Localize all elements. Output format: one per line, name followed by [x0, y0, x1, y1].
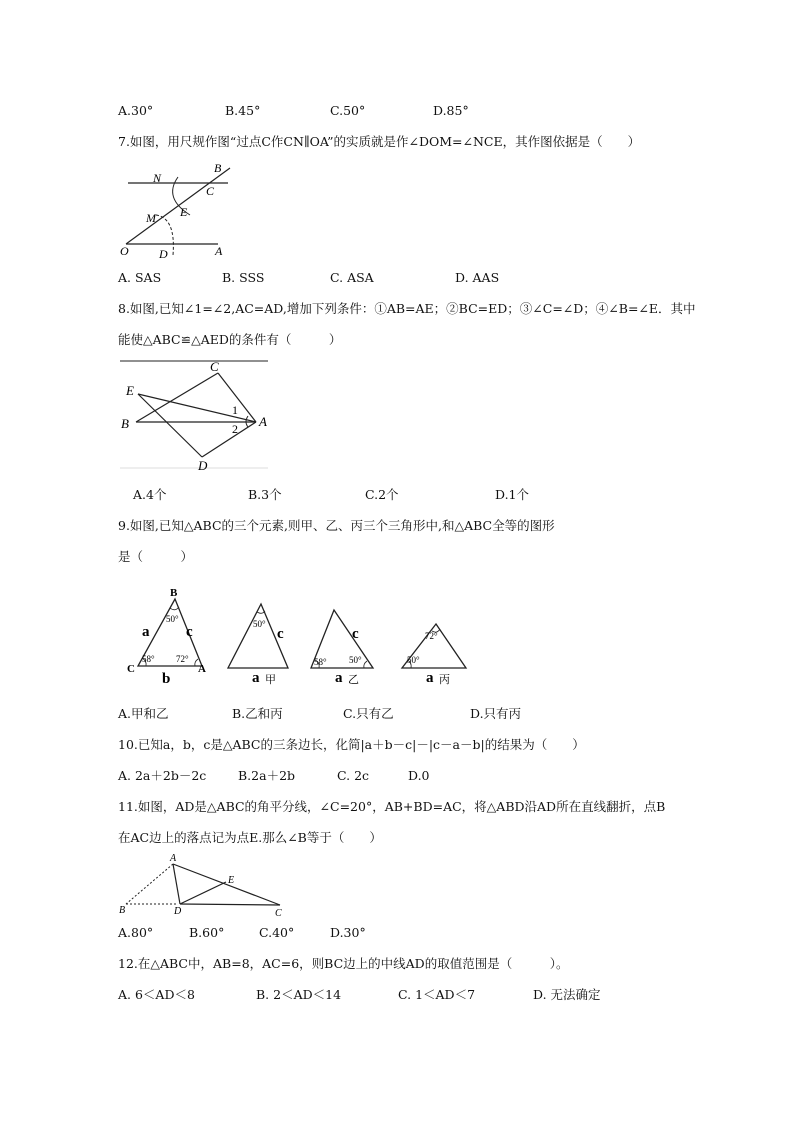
- q8-label-d: D: [198, 458, 208, 473]
- q9-triangle-jia: [228, 604, 288, 686]
- q10-stem: 10.已知a，b，c是△ABC的三条边长，化简|a＋b－c|－|c－a－b|的结果为（ ）: [118, 737, 585, 752]
- q7-option-d: D. AAS: [455, 270, 500, 285]
- q8-figure: [118, 356, 273, 476]
- q7-option-b: B. SSS: [222, 270, 265, 285]
- q7-label-o: O: [120, 244, 129, 258]
- q9-yi-side-a: a: [335, 670, 343, 686]
- q9-bing-angle-50: 50°: [407, 655, 420, 665]
- q7-label-c: C: [206, 184, 215, 198]
- q9-label-side-a: a: [142, 624, 150, 640]
- q7-option-c: C. ASA: [330, 270, 374, 285]
- q11-stem-line1: 11.如图，AD是△ABC的角平分线，∠C=20°，AB+BD=AC，将△ABD沿AD所在直线翻折，点B: [118, 799, 666, 814]
- q9-label-c: C: [127, 663, 135, 675]
- q7-label-d: D: [159, 247, 168, 261]
- q9-jia-side-c: c: [277, 626, 284, 642]
- q11-option-b: B.60°: [189, 925, 225, 940]
- q8-angle-2: 2: [232, 422, 238, 436]
- q9-figure: [120, 582, 480, 690]
- q8-option-d: D.1个: [495, 487, 530, 502]
- q9-stem-line2: 是（ ）: [118, 549, 194, 564]
- q11-stem-line2: 在AC边上的落点记为点E.那么∠B等于（ ）: [118, 830, 382, 845]
- q11-figure: [118, 850, 293, 920]
- q9-option-d: D.只有丙: [470, 706, 522, 721]
- q7-label-b: B: [214, 161, 222, 175]
- q12-option-d: D. 无法确定: [533, 987, 601, 1002]
- q11-label-e: E: [228, 875, 235, 886]
- q9-yi-angle-50: 50°: [349, 655, 362, 665]
- q8-option-c: C.2个: [365, 487, 399, 502]
- q9-option-a: A.甲和乙: [118, 706, 169, 721]
- q12-option-c: C. 1＜AD＜7: [398, 987, 476, 1002]
- q9-abc-angle-c: 58°: [142, 654, 155, 664]
- q12-stem: 12.在△ABC中，AB=8，AC=6，则BC边上的中线AD的取值范围是（ ）。: [118, 956, 569, 971]
- q12-option-a: A. 6＜AD＜8: [118, 987, 195, 1002]
- q9-label-side-c: c: [186, 624, 193, 640]
- q9-option-b: B.乙和丙: [232, 706, 283, 721]
- q9-label-side-b: b: [162, 671, 171, 687]
- q9-yi-angle-58: 58°: [314, 657, 327, 667]
- q9-triangle-bing: [402, 624, 466, 686]
- q9-yi-label: 乙: [348, 674, 359, 686]
- q6-option-d: D.85°: [433, 103, 469, 118]
- q9-jia-angle: 50°: [253, 619, 266, 629]
- q9-stem-line1: 9.如图,已知△ABC的三个元素,则甲、乙、丙三个三角形中,和△ABC全等的图形: [118, 518, 555, 533]
- q9-yi-side-c: c: [352, 626, 359, 642]
- q8-option-a: A.4个: [133, 487, 167, 502]
- q9-triangle-yi: [311, 610, 373, 686]
- q12-option-b: B. 2＜AD＜14: [256, 987, 342, 1002]
- q6-option-a: A.30°: [118, 103, 154, 118]
- q11-option-a: A.80°: [118, 925, 154, 940]
- q7-figure: [118, 160, 248, 260]
- q6-option-b: B.45°: [225, 103, 261, 118]
- q11-label-d: D: [174, 906, 182, 917]
- q10-option-d: D.0: [408, 768, 430, 783]
- q9-bing-angle-72: 72°: [425, 631, 438, 641]
- q7-stem: 7.如图，用尺规作图“过点C作CN∥OA”的实质就是作∠DOM=∠NCE，其作图依据是（ ）: [118, 134, 641, 149]
- q11-label-b: B: [119, 905, 126, 916]
- q9-bing-label: 丙: [439, 674, 450, 686]
- q6-option-c: C.50°: [330, 103, 366, 118]
- q7-option-a: A. SAS: [118, 270, 162, 285]
- q7-label-e: E: [180, 205, 188, 219]
- q8-stem-line2: 能使△ABC≌△AED的条件有（ ）: [118, 332, 342, 347]
- q9-label-a: A: [198, 663, 206, 675]
- q9-triangle-abc: [127, 587, 206, 687]
- q9-option-c: C.只有乙: [343, 706, 394, 721]
- q8-label-e: E: [126, 383, 134, 398]
- q7-label-a: A: [215, 244, 223, 258]
- q10-option-c: C. 2c: [337, 768, 370, 783]
- q8-stem-line1: 8.如图,已知∠1=∠2,AC=AD,增加下列条件：①AB=AE；②BC=ED；③∠C=∠D；④∠B=∠E．其中: [118, 301, 696, 316]
- q11-label-a: A: [170, 853, 177, 864]
- q7-label-n: N: [153, 171, 162, 185]
- q8-label-b: B: [121, 416, 129, 431]
- q10-option-b: B.2a＋2b: [238, 768, 296, 783]
- q11-label-c: C: [275, 908, 282, 919]
- q10-option-a: A. 2a＋2b－2c: [118, 768, 207, 783]
- q11-option-c: C.40°: [259, 925, 295, 940]
- q8-label-c: C: [210, 359, 219, 374]
- q11-option-d: D.30°: [330, 925, 366, 940]
- q9-jia-side-a: a: [252, 670, 260, 686]
- q8-option-b: B.3个: [248, 487, 282, 502]
- q9-abc-angle-a: 72°: [176, 654, 189, 664]
- q9-label-b: B: [170, 587, 178, 599]
- q9-bing-side-a: a: [426, 670, 434, 686]
- q9-abc-angle-b: 50°: [166, 614, 179, 624]
- q7-label-m: M: [146, 211, 156, 225]
- q8-label-a: A: [259, 414, 267, 429]
- q9-jia-label: 甲: [265, 674, 276, 686]
- q8-angle-1: 1: [232, 403, 238, 417]
